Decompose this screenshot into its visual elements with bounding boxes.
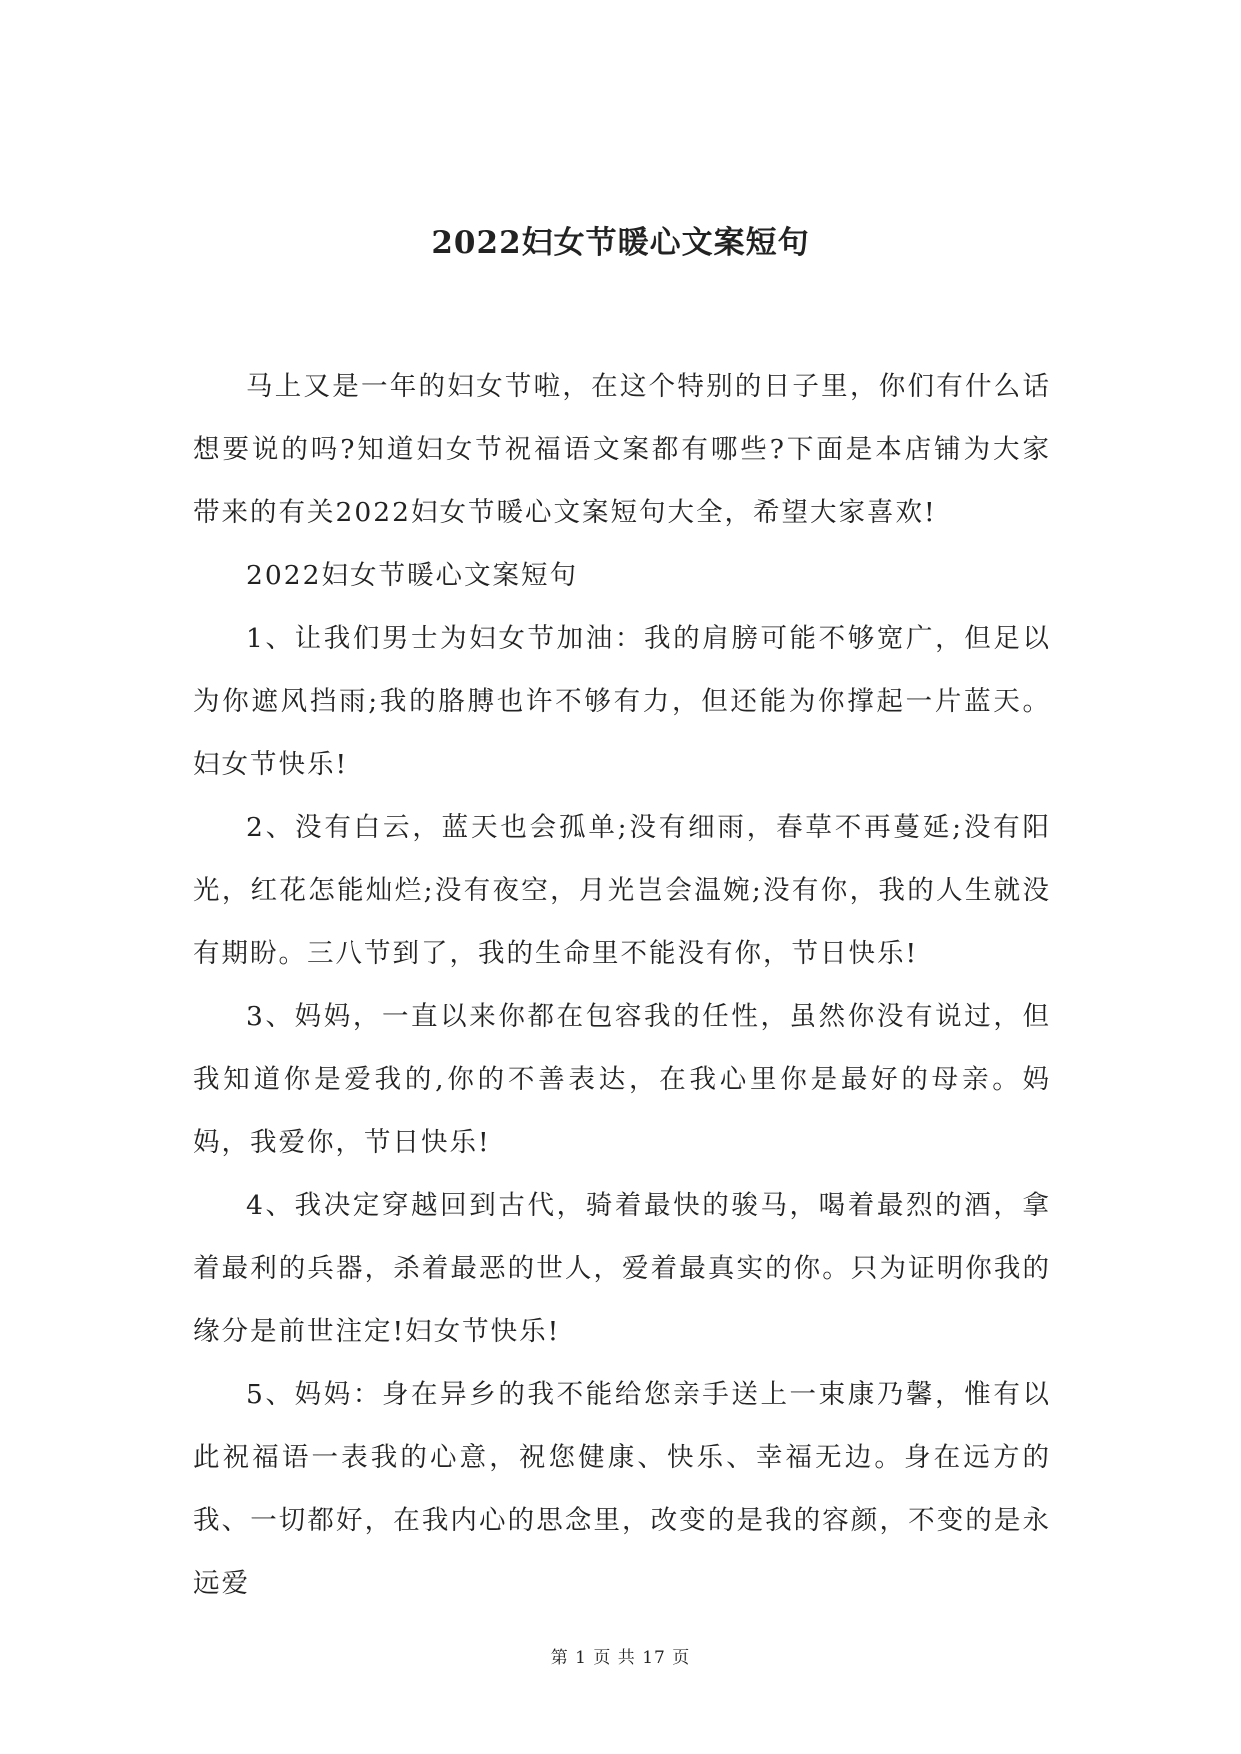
list-item: 4、我决定穿越回到古代，骑着最快的骏马，喝着最烈的酒，拿着最利的兵器，杀着最恶的世人，爱着最真实的你。只为证明你我的缘分是前世注定!妇女节快乐! [193,1190,1051,1347]
list-item: 3、妈妈，一直以来你都在包容我的任性，虽然你没有说过，但我知道你是爱我的,你的不善表达，在我心里你是最好的母亲。妈妈，我爱你，节日快乐! [193,1001,1051,1158]
page-number-footer: 第 1 页 共 17 页 [550,1648,691,1668]
document-title: 2022妇女节暖心文案短句 [431,225,810,261]
list-item: 5、妈妈：身在异乡的我不能给您亲手送上一束康乃馨，惟有以此祝福语一表我的心意，祝您健康、快乐、幸福无边。身在远方的我、一切都好，在我内心的思念里，改变的是我的容颜，不变的是永远爱 [193,1379,1051,1599]
document-body [193,355,1051,1615]
section-heading: 2022妇女节暖心文案短句 [246,560,578,591]
intro-paragraph: 马上又是一年的妇女节啦，在这个特别的日子里，你们有什么话想要说的吗?知道妇女节祝福语文案都有哪些?下面是本店铺为大家带来的有关2022妇女节暖心文案短句大全，希望大家喜欢! [193,371,1051,528]
list-item: 2、没有白云，蓝天也会孤单;没有细雨，春草不再蔓延;没有阳光，红花怎能灿烂;没有夜空，月光岂会温婉;没有你，我的人生就没有期盼。三八节到了，我的生命里不能没有你，节日快乐! [193,812,1051,969]
list-item: 1、让我们男士为妇女节加油：我的肩膀可能不够宽广，但足以为你遮风挡雨;我的胳膊也许不够有力，但还能为你撑起一片蓝天。妇女节快乐! [193,623,1051,780]
